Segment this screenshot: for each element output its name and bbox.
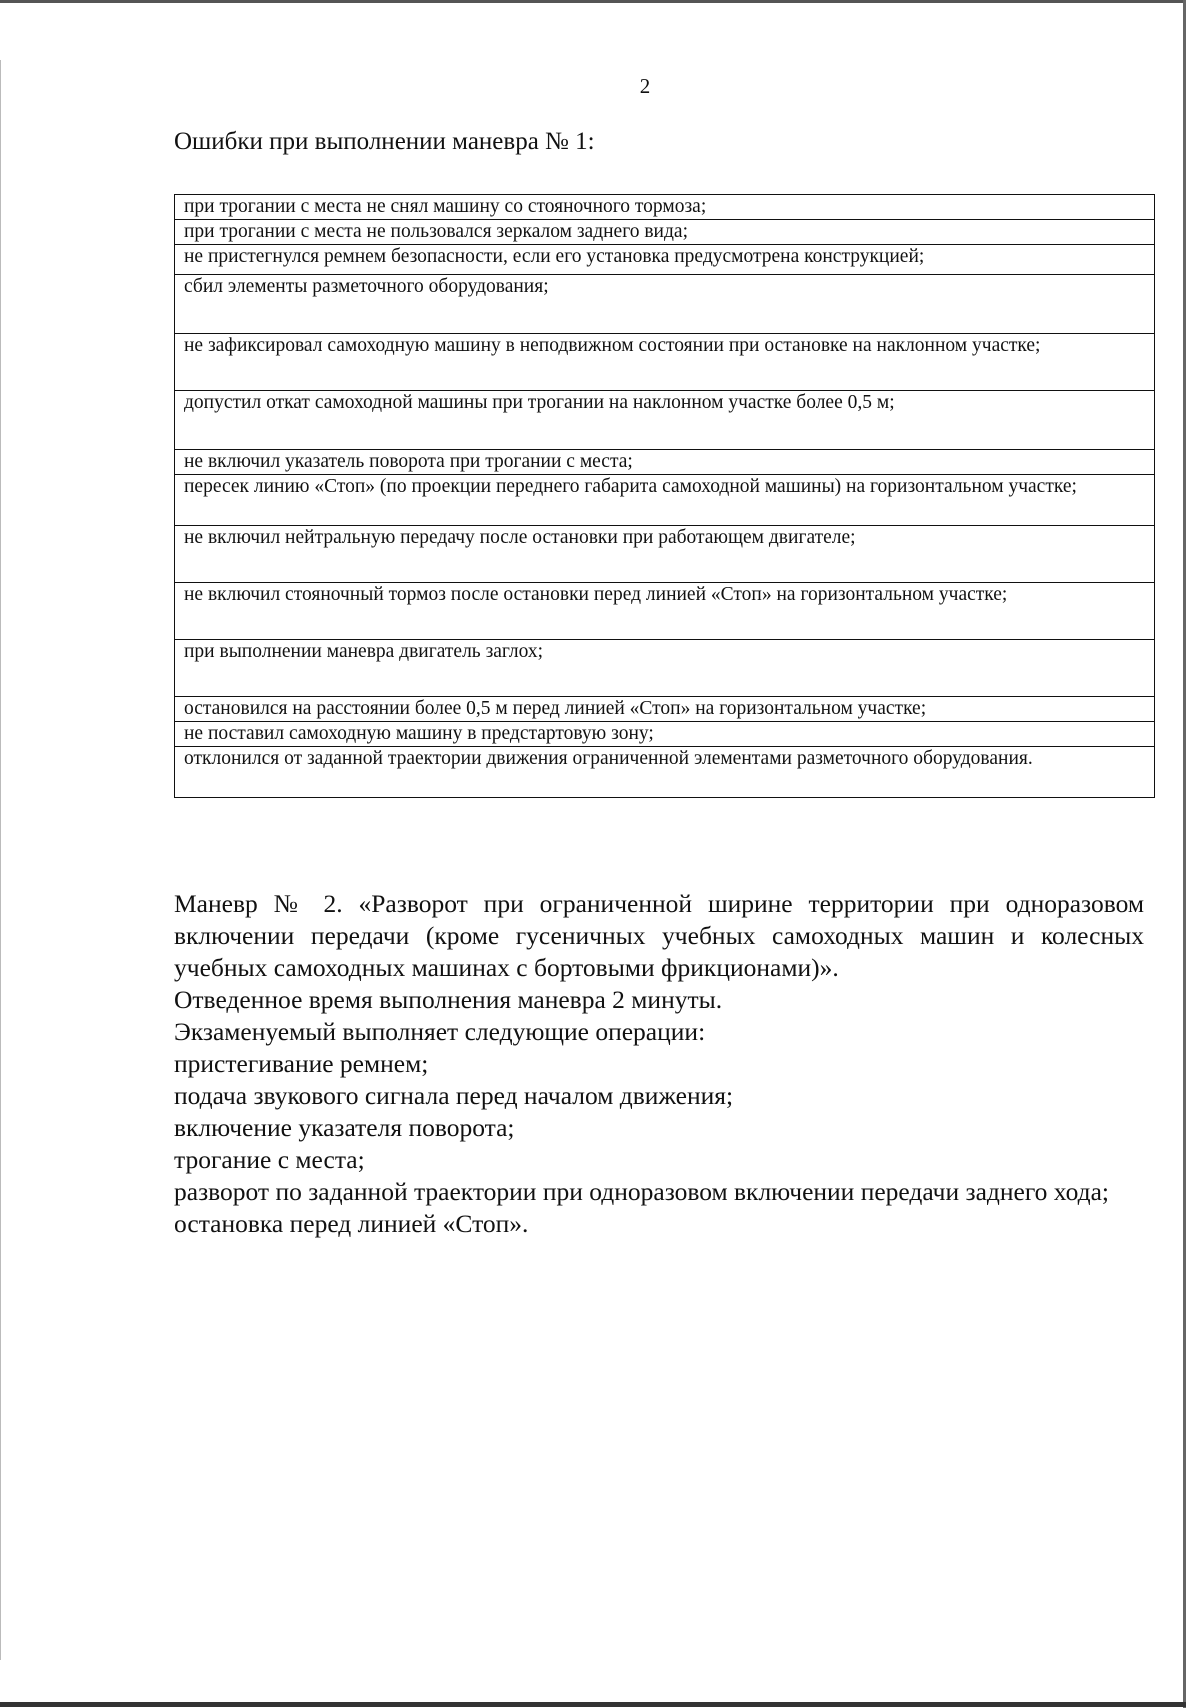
table-cell: не включил указатель поворота при трогании с места; (175, 450, 1155, 475)
list-item: подача звукового сигнала перед началом движения; (174, 1081, 734, 1110)
table-cell: не включил стояночный тормоз после остановки перед линией «Стоп» на горизонтальном участке; (175, 583, 1155, 640)
table-row (175, 334, 1155, 391)
table-cell: при трогании с места не снял машину со стояночного тормоза; (175, 195, 1155, 220)
table-cell: остановился на расстоянии более 0,5 м перед линией «Стоп» на горизонтальном участке; (175, 697, 1155, 722)
table-cell: допустил откат самоходной машины при трогании на наклонном участке более 0,5 м; (175, 391, 1155, 450)
table-cell: не поставил самоходную машину в предстартовую зону; (175, 722, 1155, 747)
maneuver-2-time: Отведенное время выполнения маневра 2 минуты. (174, 985, 723, 1014)
scan-edge-left (0, 60, 1, 1660)
maneuver-2-intro: Экзаменуемый выполняет следующие операции: (174, 1017, 706, 1046)
scan-edge-right (1183, 0, 1186, 1708)
table-cell: не пристегнулся ремнем безопасности, если его установка предусмотрена конструкцией; (175, 245, 1155, 275)
errors-table (174, 194, 1155, 798)
table-cell: отклонился от заданной траектории движения ограниченной элементами разметочного оборудования. (175, 747, 1155, 798)
list-item: трогание с места; (174, 1145, 365, 1174)
table-row (175, 747, 1155, 798)
table-cell: при выполнении маневра двигатель заглох; (175, 640, 1155, 697)
table-row (175, 583, 1155, 640)
table-row (175, 450, 1155, 475)
scan-edge-top (0, 0, 1186, 3)
table-cell: не зафиксировал самоходную машину в неподвижном состоянии при остановке на наклонном участке; (175, 334, 1155, 391)
table-cell: пересек линию «Стоп» (по проекции переднего габарита самоходной машины) на горизонтальном участке; (175, 475, 1155, 526)
maneuver-2-section (174, 888, 1144, 1240)
maneuver-2-title: Маневр № 2. «Разворот при ограниченной ширине территории при одноразовом включении передачи (кроме гусеничных учебных самоходных машин и колесных учебных самоходных машинах с бортовыми фрикционами)». (174, 889, 1144, 982)
table-row (175, 245, 1155, 275)
section-title: Ошибки при выполнении маневра № 1: (174, 128, 595, 155)
table-cell: сбил элементы разметочного оборудования; (175, 275, 1155, 334)
table-cell: при трогании с места не пользовался зеркалом заднего вида; (175, 220, 1155, 245)
table-row (175, 195, 1155, 220)
list-item: включение указателя поворота; (174, 1113, 515, 1142)
scan-edge-bottom (0, 1702, 1186, 1707)
page-number: 2 (639, 74, 651, 98)
table-row (175, 697, 1155, 722)
table-cell: не включил нейтральную передачу после остановки при работающем двигателе; (175, 526, 1155, 583)
list-item: остановка перед линией «Стоп». (174, 1209, 529, 1238)
list-item: разворот по заданной траектории при одноразовом включении передачи заднего хода; (174, 1177, 1109, 1206)
list-item: пристегивание ремнем; (174, 1049, 429, 1078)
table-row (175, 391, 1155, 450)
table-row (175, 220, 1155, 245)
table-row (175, 526, 1155, 583)
table-row (175, 275, 1155, 334)
table-row (175, 640, 1155, 697)
table-row (175, 722, 1155, 747)
table-row (175, 475, 1155, 526)
